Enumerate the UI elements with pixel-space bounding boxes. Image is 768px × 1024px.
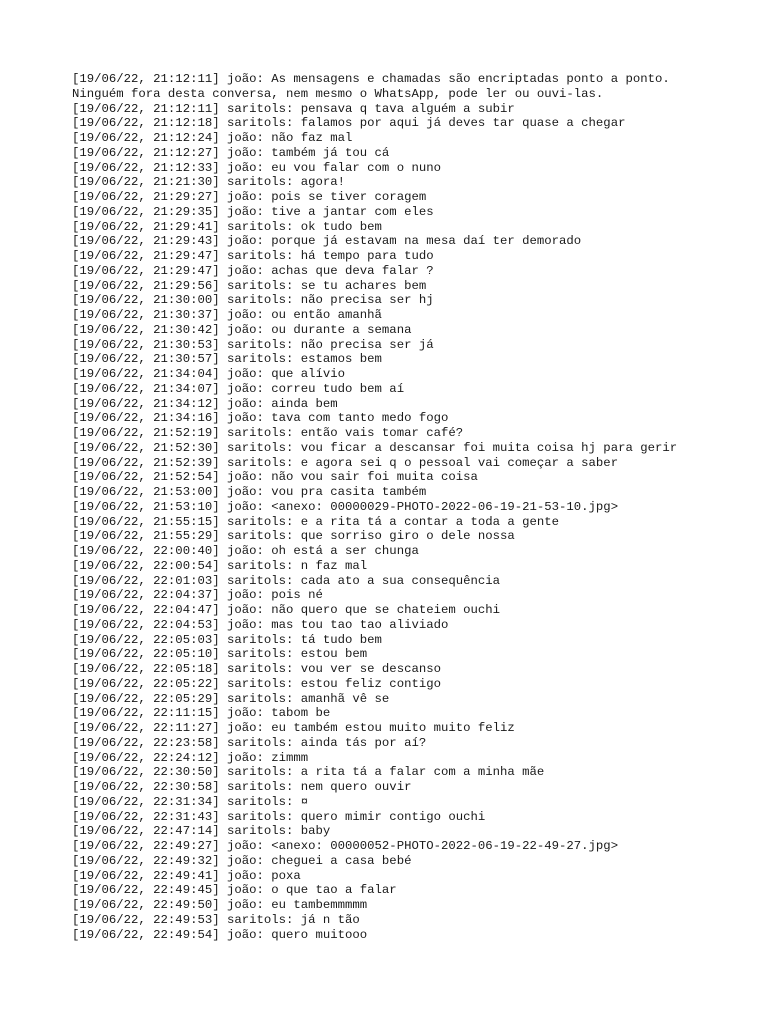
transcript-line: [19/06/22, 21:12:24] joão: não faz mal xyxy=(72,131,353,145)
transcript-line: [19/06/22, 22:30:50] saritols: a rita tá a falar com a minha mãe xyxy=(72,765,545,780)
transcript-line: [19/06/22, 22:49:32] joão: cheguei a casa bebé xyxy=(72,853,412,868)
transcript-line: [19/06/22, 22:23:58] saritols: ainda tás por aí? xyxy=(72,735,427,750)
transcript-line: [19/06/22, 22:04:53] joão: mas tou tao tao aliviado xyxy=(72,617,449,632)
transcript-line: [19/06/22, 21:34:16] joão: tava com tanto medo fogo xyxy=(72,411,449,426)
transcript-line: [19/06/22, 22:05:03] saritols: tá tudo bem xyxy=(72,632,382,647)
transcript-line: [19/06/22, 22:11:27] joão: eu também estou muito muito feliz xyxy=(72,721,515,735)
transcript-line: [19/06/22, 21:52:19] saritols: então vais tomar café? xyxy=(72,426,464,440)
transcript-line: [19/06/22, 22:30:58] saritols: nem quero ouvir xyxy=(72,780,412,794)
transcript-line: [19/06/22, 21:30:42] joão: ou durante a semana xyxy=(72,322,412,337)
transcript-line: [19/06/22, 22:49:45] joão: o que tao a falar xyxy=(72,883,397,898)
transcript-line: [19/06/22, 21:30:57] saritols: estamos bem xyxy=(72,352,382,367)
transcript-line: [19/06/22, 21:55:29] saritols: que sorriso giro o dele nossa xyxy=(72,529,515,544)
transcript-line: [19/06/22, 21:30:37] joão: ou então amanhã xyxy=(72,308,382,322)
transcript-line: [19/06/22, 22:04:37] joão: pois né xyxy=(72,588,323,603)
transcript-line: [19/06/22, 22:05:18] saritols: vou ver se descanso xyxy=(72,662,441,676)
transcript-line: [19/06/22, 22:05:29] saritols: amanhã vê se xyxy=(72,691,390,706)
transcript-line: [19/06/22, 21:21:30] saritols: agora! xyxy=(72,175,346,190)
transcript-line: [19/06/22, 22:04:47] joão: não quero que se chateiem ouchi xyxy=(72,603,501,617)
transcript-line: [19/06/22, 21:12:27] joão: também já tou cá xyxy=(72,145,390,160)
transcript-line: [19/06/22, 21:29:35] joão: tive a jantar com eles xyxy=(72,204,434,219)
transcript-line: [19/06/22, 21:52:39] saritols: e agora sei q o pessoal vai começar a saber xyxy=(72,455,619,470)
transcript-line: [19/06/22, 21:34:07] joão: correu tudo bem aí xyxy=(72,381,405,396)
transcript-line-continuation: Ninguém fora desta conversa, nem mesmo o WhatsApp, pode ler ou ouvi-las. xyxy=(72,86,604,101)
transcript-line: [19/06/22, 21:12:11] saritols: pensava q tava alguém a subir xyxy=(72,101,515,116)
transcript-line: [19/06/22, 22:49:50] joão: eu tambemmmmm xyxy=(72,898,368,912)
transcript-line: [19/06/22, 21:34:04] joão: que alívio xyxy=(72,367,346,381)
transcript-line: [19/06/22, 22:05:10] saritols: estou bem xyxy=(72,647,368,662)
transcript-line: [19/06/22, 21:30:53] saritols: não precisa ser já xyxy=(72,337,434,352)
transcript-line: [19/06/22, 22:01:03] saritols: cada ato a sua consequência xyxy=(72,573,501,588)
transcript-line: [19/06/22, 22:00:40] joão: oh está a ser chunga xyxy=(72,544,419,558)
transcript-line: [19/06/22, 22:05:22] saritols: estou feliz contigo xyxy=(72,676,441,691)
transcript-line: [19/06/22, 21:12:18] saritols: falamos por aqui já deves tar quase a chegar xyxy=(72,116,626,131)
transcript-line: [19/06/22, 21:53:00] joão: vou pra casita também xyxy=(72,485,427,499)
transcript-line: [19/06/22, 22:31:34] saritols: ¤ xyxy=(72,794,309,809)
transcript-line: [19/06/22, 21:55:15] saritols: e a rita tá a contar a toda a gente xyxy=(72,514,560,529)
transcript-line: [19/06/22, 21:34:12] joão: ainda bem xyxy=(72,396,338,411)
transcript-line: [19/06/22, 22:49:27] joão: <anexo: 00000052-PHOTO-2022-06-19-22-49-27.jpg> xyxy=(72,839,619,853)
transcript-line: [19/06/22, 22:00:54] saritols: n faz mal xyxy=(72,558,368,573)
transcript-line: [19/06/22, 21:12:33] joão: eu vou falar com o nuno xyxy=(72,160,441,175)
transcript-line: [19/06/22, 22:49:53] saritols: já n tão xyxy=(72,912,360,927)
transcript-line: [19/06/22, 21:30:00] saritols: não precisa ser hj xyxy=(72,293,434,308)
transcript-line: [19/06/22, 22:31:43] saritols: quero mimir contigo ouchi xyxy=(72,809,486,824)
transcript-line: [19/06/22, 21:12:11] joão: As mensagens e chamadas são encriptadas ponto a ponto. xyxy=(72,72,670,86)
transcript-line: [19/06/22, 22:11:15] joão: tabom be xyxy=(72,706,331,721)
transcript-line: [19/06/22, 21:29:43] joão: porque já estavam na mesa daí ter demorado xyxy=(72,234,582,249)
transcript-line: [19/06/22, 21:53:10] joão: <anexo: 00000029-PHOTO-2022-06-19-21-53-10.jpg> xyxy=(72,499,619,514)
transcript-line: [19/06/22, 22:49:41] joão: poxa xyxy=(72,868,301,883)
transcript-line: [19/06/22, 21:52:30] saritols: vou ficar a descansar foi muita coisa hj para gerir xyxy=(72,440,678,455)
transcript-line: [19/06/22, 21:29:47] saritols: há tempo para tudo xyxy=(72,249,434,263)
transcript-line: [19/06/22, 21:29:47] joão: achas que deva falar ? xyxy=(72,263,434,278)
transcript-line: [19/06/22, 22:24:12] joão: zimmm xyxy=(72,750,309,765)
chat-transcript-page xyxy=(72,72,762,942)
transcript-line: [19/06/22, 22:49:54] joão: quero muitooo xyxy=(72,927,368,942)
transcript-line: [19/06/22, 21:29:56] saritols: se tu achares bem xyxy=(72,278,427,293)
transcript-line: [19/06/22, 21:29:41] saritols: ok tudo bem xyxy=(72,219,382,234)
transcript-line: [19/06/22, 21:52:54] joão: não vou sair foi muita coisa xyxy=(72,470,478,485)
transcript-line: [19/06/22, 22:47:14] saritols: baby xyxy=(72,824,331,839)
transcript-line: [19/06/22, 21:29:27] joão: pois se tiver coragem xyxy=(72,190,427,204)
